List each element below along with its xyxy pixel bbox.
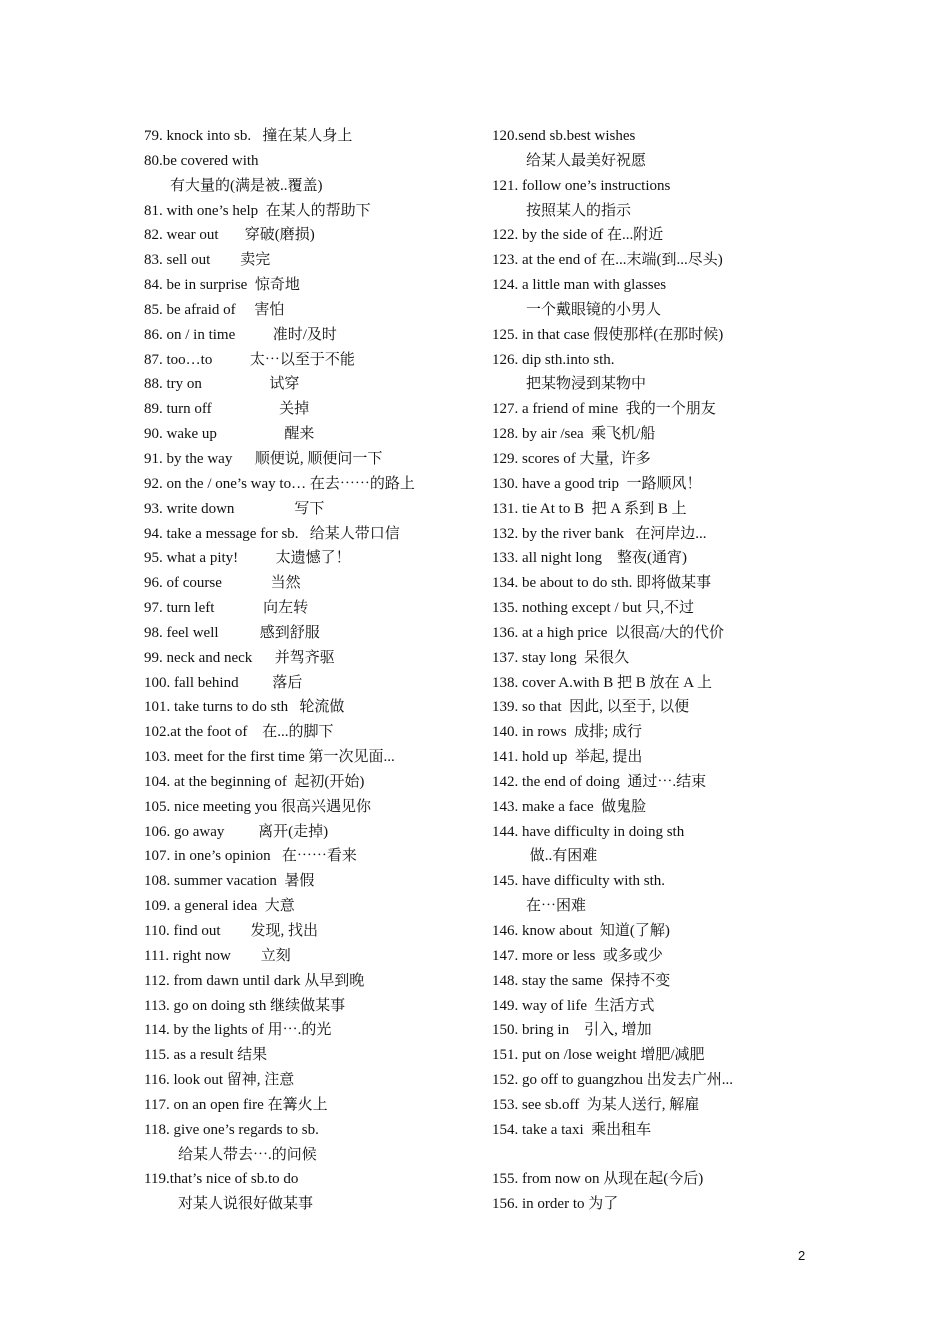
phrase-entry: 146. know about 知道(了解) [492, 923, 670, 939]
phrase-entry: 106. go away 离开(走掉) [144, 823, 329, 840]
phrase-translation-line: 一个戴眼镜的小男人 [526, 301, 662, 318]
phrase-entry: 130. have a good trip 一路顺风！ [492, 475, 702, 492]
phrase-entry: 137. stay long 呆很久 [492, 649, 630, 666]
phrase-entry: 126. dip sth.into sth. [492, 351, 615, 368]
phrase-entry: 129. scores of 大量, 许多 [492, 450, 651, 467]
phrase-entry: 107. in one’s opinion 在⋯⋯看来 [144, 848, 357, 865]
phrase-entry: 113. go on doing sth 继续做某事 [144, 997, 346, 1014]
phrase-entry: 131. tie At to B 把 A 系到 B 上 [492, 500, 687, 517]
phrase-entry: 141. hold up 举起, 提出 [492, 749, 643, 766]
phrase-entry: 140. in rows 成排; 成行 [492, 724, 643, 741]
phrase-translation-line: 在⋯困难 [526, 898, 587, 915]
phrase-entry: 148. stay the same 保持不变 [492, 972, 671, 989]
phrase-entry: 155. from now on 从现在起(今后) [492, 1171, 704, 1188]
phrase-entry: 84. be in surprise 惊奇地 [144, 277, 300, 294]
phrase-translation-line: 做..有困难 [526, 848, 598, 865]
phrase-entry: 119.that’s nice of sb.to do [144, 1171, 299, 1188]
phrase-entry: 139. so that 因此, 以至于, 以便 [492, 699, 690, 716]
phrase-entry: 85. be afraid of 害怕 [144, 301, 285, 318]
phrase-entry: 79. knock into sb. 撞在某人身上 [144, 128, 353, 144]
phrase-translation-line: 给某人带去⋯.的问候 [178, 1146, 317, 1163]
phrase-entry: 124. a little man with glasses [492, 277, 667, 294]
phrase-entry: 99. neck and neck 并驾齐驱 [144, 649, 335, 666]
phrase-entry: 151. put on /lose weight 增肥/减肥 [492, 1047, 705, 1064]
phrase-entry: 100. fall behind 落后 [144, 674, 303, 691]
phrase-entry: 112. from dawn until dark 从早到晚 [144, 972, 365, 989]
phrase-entry: 138. cover A.with B 把 B 放在 A 上 [492, 674, 712, 691]
phrase-entry: 94. take a message for sb. 给某人带口信 [144, 525, 400, 542]
phrase-entry: 152. go off to guangzhou 出发去广州... [492, 1072, 733, 1089]
phrase-entry: 123. at the end of 在...末端(到...尽头) [492, 252, 723, 269]
phrase-entry: 82. wear out 穿破(磨损) [144, 227, 315, 244]
phrase-entry: 150. bring in 引入, 增加 [492, 1022, 652, 1039]
phrase-entry: 115. as a result 结果 [144, 1047, 268, 1064]
phrase-entry: 142. the end of doing 通过⋯.结束 [492, 773, 707, 790]
phrase-entry: 103. meet for the first time 第一次见面... [144, 749, 395, 766]
phrase-entry: 110. find out 发现, 找出 [144, 923, 319, 939]
phrase-entry: 105. nice meeting you 很高兴遇见你 [144, 798, 372, 815]
phrase-entry: 95. what a pity! 太遗憾了！ [144, 550, 351, 567]
phrase-translation-line: 给某人最美好祝愿 [526, 152, 647, 169]
phrase-entry: 133. all night long 整夜(通宵) [492, 550, 687, 567]
phrase-entry: 156. in order to 为了 [492, 1196, 619, 1213]
phrase-entry: 104. at the beginning of 起初(开始) [144, 773, 365, 790]
phrase-entry: 125. in that case 假使那样(在那时候) [492, 326, 724, 343]
phrase-entry: 153. see sb.off 为某人送行, 解雇 [492, 1096, 700, 1113]
right-column [492, 124, 792, 1217]
phrase-translation-line: 按照某人的指示 [526, 202, 632, 219]
phrase-entry [492, 1143, 792, 1168]
phrase-entry: 96. of course 当然 [144, 575, 301, 592]
phrase-entry: 81. with one’s help 在某人的帮助下 [144, 202, 371, 219]
phrase-translation-line: 对某人说很好做某事 [178, 1196, 314, 1213]
phrase-translation-line: 把某物浸到某物中 [526, 376, 647, 393]
phrase-entry: 147. more or less 或多或少 [492, 947, 663, 964]
phrase-entry: 109. a general idea 大意 [144, 898, 295, 915]
phrase-entry: 108. summer vacation 暑假 [144, 873, 315, 890]
phrase-entry: 90. wake up 醒来 [144, 426, 315, 443]
phrase-entry: 91. by the way 顺便说, 顺便问一下 [144, 450, 383, 467]
phrase-entry: 127. a friend of mine 我的一个朋友 [492, 401, 716, 418]
phrase-entry: 154. take a taxi 乘出租车 [492, 1121, 652, 1138]
phrase-entry: 135. nothing except / but 只,不过 [492, 600, 695, 617]
phrase-entry: 144. have difficulty in doing sth [492, 823, 685, 840]
phrase-entry: 128. by air /sea 乘飞机/船 [492, 426, 656, 443]
phrase-entry: 101. take turns to do sth 轮流做 [144, 699, 345, 716]
phrase-entry: 87. too…to 太⋯以至于不能 [144, 351, 355, 368]
phrase-entry: 149. way of life 生活方式 [492, 997, 655, 1014]
phrase-entry: 80.be covered with [144, 152, 259, 169]
phrase-entry: 132. by the river bank 在河岸边... [492, 525, 707, 542]
phrase-entry: 120.send sb.best wishes [492, 128, 636, 144]
phrase-entry: 114. by the lights of 用⋯.的光 [144, 1022, 332, 1039]
page-number: 2 [798, 1248, 806, 1263]
phrase-entry: 88. try on 试穿 [144, 376, 300, 393]
phrase-entry: 97. turn left 向左转 [144, 600, 309, 617]
phrase-entry: 117. on an open fire 在篝火上 [144, 1096, 328, 1113]
phrase-entry: 136. at a high price 以很高/大的代价 [492, 624, 725, 641]
phrase-entry: 98. feel well 感到舒服 [144, 624, 320, 641]
phrase-entry: 111. right now 立刻 [144, 947, 291, 964]
phrase-entry: 134. be about to do sth. 即将做某事 [492, 575, 712, 592]
phrase-entry: 145. have difficulty with sth. [492, 873, 666, 890]
left-column [144, 124, 474, 1217]
phrase-entry: 93. write down 写下 [144, 500, 325, 517]
phrase-entry: 83. sell out 卖完 [144, 252, 271, 269]
phrase-entry: 92. on the / one’s way to… 在去⋯⋯的路上 [144, 475, 415, 492]
phrase-entry: 121. follow one’s instructions [492, 177, 671, 194]
phrase-entry: 143. make a face 做鬼脸 [492, 798, 647, 815]
phrase-entry: 86. on / in time 准时/及时 [144, 326, 337, 343]
phrase-translation-line: 有大量的(满是被..覆盖) [170, 177, 323, 194]
phrase-entry: 122. by the side of 在...附近 [492, 227, 664, 244]
phrase-entry: 89. turn off 关掉 [144, 401, 310, 418]
phrase-entry: 116. look out 留神, 注意 [144, 1072, 295, 1089]
phrase-entry: 118. give one’s regards to sb. [144, 1121, 319, 1138]
phrase-entry: 102.at the foot of 在...的脚下 [144, 724, 334, 741]
